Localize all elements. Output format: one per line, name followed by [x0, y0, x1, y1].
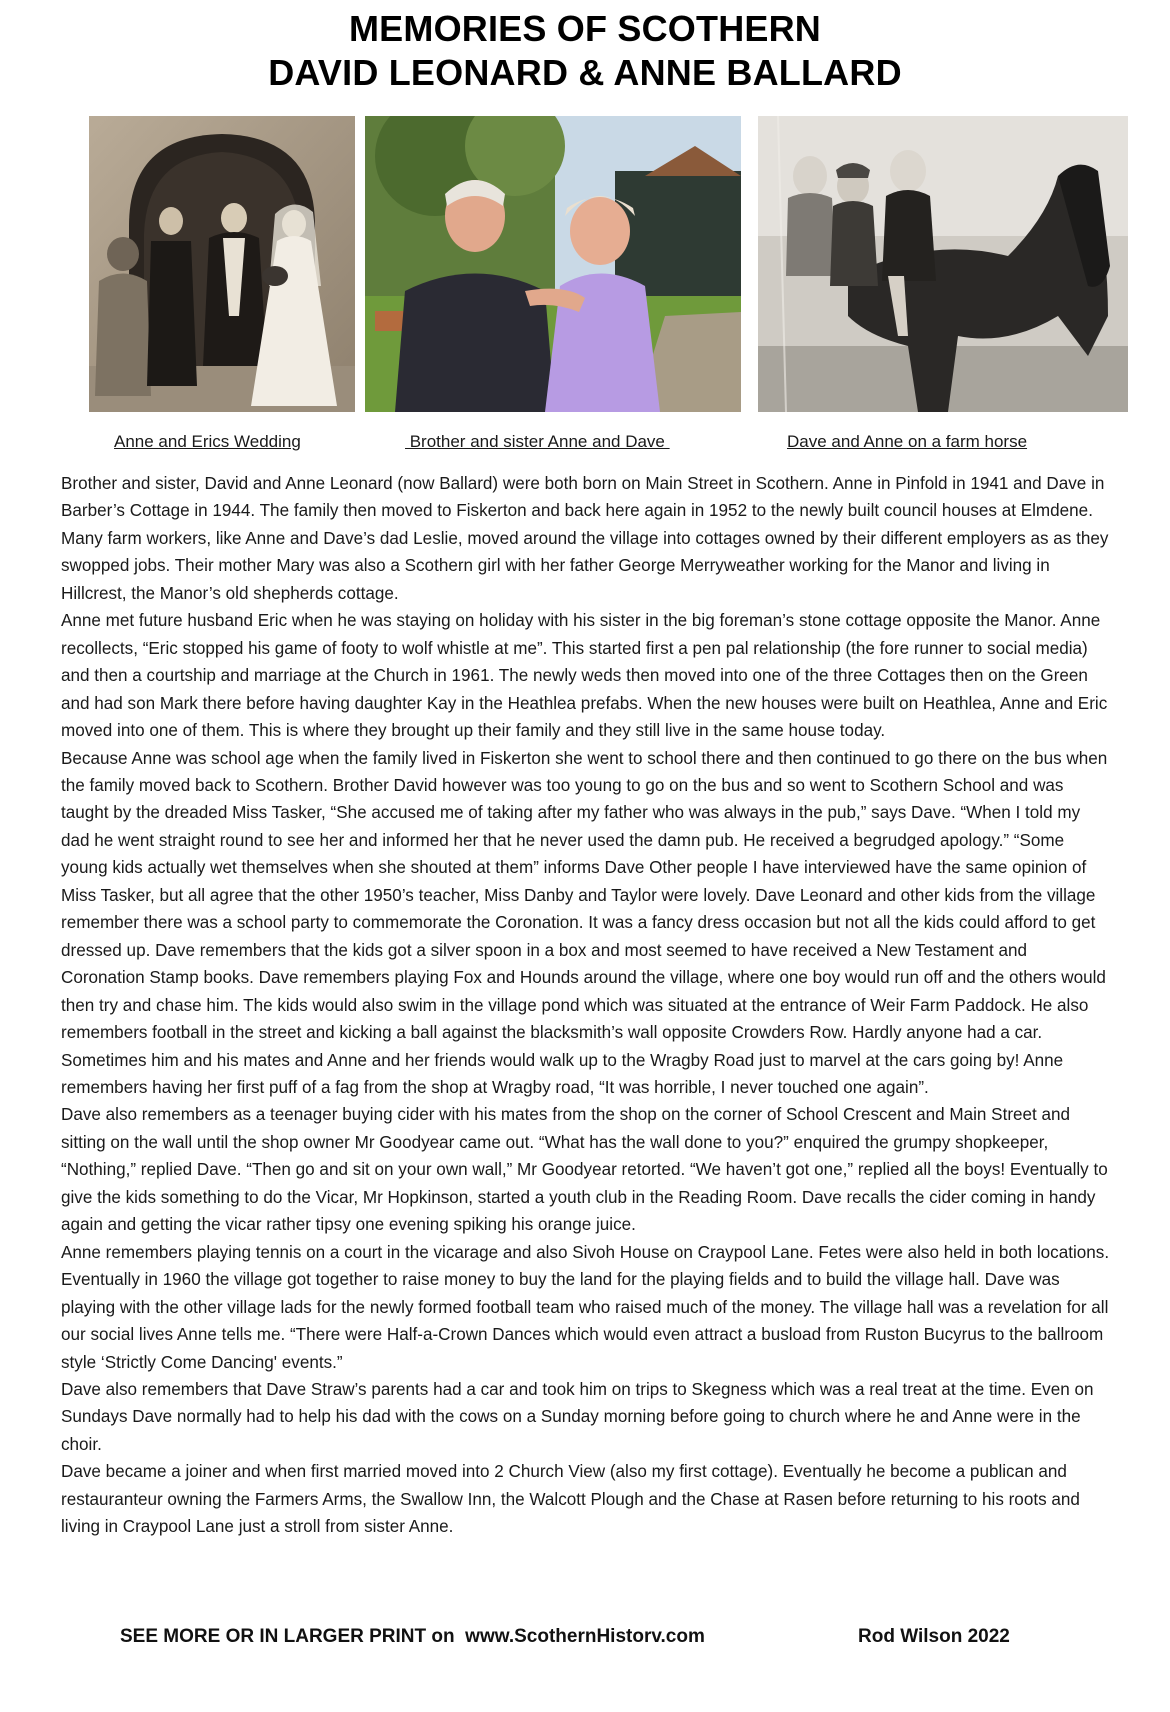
footer-website-note: SEE MORE OR IN LARGER PRINT on www.ScothernHistorv.com: [120, 1626, 705, 1647]
paragraph-sundays: Dave also remembers that Dave Straw’s parents had a car and took him on trips to Skegness which was a real treat at the time. Even on Sundays Dave normally had to help his dad with the cows on a Sunday morning before going to church where he and Anne were in the choir.: [61, 1379, 1094, 1454]
page-subtitle: DAVID LEONARD & ANNE BALLARD: [268, 52, 902, 93]
siblings-photo: [365, 116, 741, 412]
wedding-photo-caption: Anne and Erics Wedding: [114, 432, 301, 451]
paragraph-school-days: Because Anne was school age when the family lived in Fiskerton she went to school there and then continued to go there on the bus when the family moved back to Scothern. Brother David however was too young to go on the bus and so went to Scothern School and was taught by the dreaded Miss Tasker, “She accused me of taking after my father who was always in the pub,” says Dave. “When I told my dad he went straight round to see her and informed her that he never used the damn pub. He received a begrudged apology.” “Some young kids actually wet themselves when she shouted at them” informs Dave Other people I have interviewed have the same opinion of Miss Tasker, but all agree that the other 1950’s teacher, Miss Danby and Taylor were lovely. Dave Leonard and other kids from the village remember there was a school party to commemorate the Coronation. It was a fancy dress occasion but not all the kids could afford to get dressed up. Dave remembers that the kids got a silver spoon in a box and most seemed to have received a New Testament and Coronation Stamp books. Dave remembers playing Fox and Hounds around the village, where one boy would run off and the others would then try and chase him. The kids would also swim in the village pond which was situated at the entrance of Weir Farm Paddock. He also remembers football in the street and kicking a ball against the blacksmith’s wall opposite Crowders Row. Hardly anyone had a car. Sometimes him and his mates and Anne and her friends would walk up to the Wragby Road just to marvel at the cars going by! Anne remembers having her first puff of a fag from the shop at Wragby road, “It was horrible, I never touched one again”.: [61, 748, 1108, 1097]
siblings-photo-caption: Brother and sister Anne and Dave: [405, 432, 670, 451]
farm-horse-photo: [758, 116, 1128, 412]
page-title: MEMORIES OF SCOTHERN: [348, 8, 822, 49]
paragraph-anne-and-eric: Anne met future husband Eric when he was staying on holiday with his sister in the big foreman’s stone cottage opposite the Manor. Anne recollects, “Eric stopped his game of footy to wolf whistle at me”. This started first a pen pal relationship (the fore runner to social media) and then a courtship and marriage at the Church in 1961. The newly weds then moved into one of the three Cottages then on the Green and had son Mark there before having daughter Kay in the Heathlea prefabs. When the new houses were built on Heathlea, Anne and Eric moved into one of them. This is where they brought up their family and they still live in the same house today.: [61, 611, 1108, 741]
footer-author: Rod Wilson 2022: [858, 1626, 1010, 1647]
paragraph-teenage-years: Dave also remembers as a teenager buying cider with his mates from the shop on the corner of School Crescent and Main Street and sitting on the wall until the shop owner Mr Goodyear came out. “What has the wall done to you?” enquired the grumpy shopkeeper, “Nothing,” replied Dave. “Then go and sit on your own wall,” Mr Goodyear retorted. “We haven’t got one,” replied all the boys! Eventually to give the kids something to do the Vicar, Mr Hopkinson, started a youth club in the Reading Room. Dave recalls the cider coming in handy again and getting the vicar rather tipsy one evening spiking his orange juice.: [61, 1105, 1108, 1235]
wedding-photo: [89, 116, 355, 412]
farm-horse-photo-caption: Dave and Anne on a farm horse: [787, 432, 1028, 451]
article-body: [61, 470, 1113, 1541]
paragraph-village-hall: Anne remembers playing tennis on a court in the vicarage and also Sivoh House on Craypool Lane. Fetes were also held in both locations. Eventually in 1960 the village got together to raise money to buy the land for the playing fields and to build the village hall. Dave was playing with the other village lads for the newly formed football team who raised much of the money. The village hall was a revelation for all our social lives Anne tells me. “There were Half-a-Crown Dances which would even attract a busload from Ruston Bucyrus to the ballroom style ‘Strictly Come Dancing' events.”: [61, 1242, 1110, 1372]
paragraph-later-life: Dave became a joiner and when first married moved into 2 Church View (also my first cottage). Eventually he become a publican and restauranteur owning the Farmers Arms, the Swallow Inn, the Walcott Plough and the Chase at Rasen before returning to his roots and living in Craypool Lane just a stroll from sister Anne.: [61, 1462, 1080, 1537]
paragraph-family-background: Brother and sister, David and Anne Leonard (now Ballard) were both born on Main Street in Scothern. Anne in Pinfold in 1941 and Dave in Barber’s Cottage in 1944. The family then moved to Fiskerton and back here again in 1952 to the newly built council houses at Elmdene. Many farm workers, like Anne and Dave’s dad Leslie, moved around the village into cottages owned by their different employers as as they swopped jobs. Their mother Mary was also a Scothern girl with her father George Merryweather working for the Manor and living in Hillcrest, the Manor’s old shepherds cottage.: [61, 474, 1109, 603]
